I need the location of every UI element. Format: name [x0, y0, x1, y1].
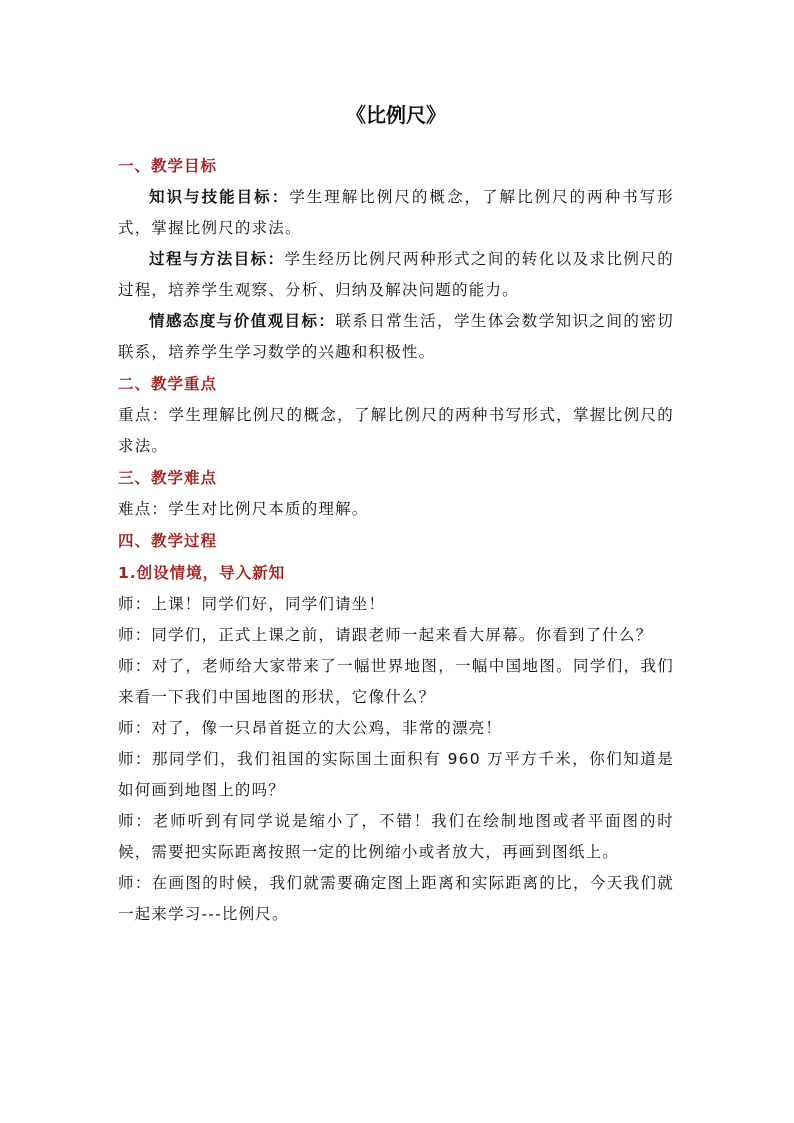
dialogue-line: 师：那同学们，我们祖国的实际国土面积有 960 万平方千米，你们知道是如何画到地图上的吗？	[118, 750, 674, 799]
difficulty-text: 难点：学生对比例尺本质的理解。	[118, 500, 369, 518]
dialogue-line: 师：在画图的时候，我们就需要确定图上距离和实际距离的比，今天我们就一起来学习---比例尺。	[118, 874, 674, 923]
dialogue-line: 师：上课！同学们好，同学们请坐！	[118, 595, 386, 613]
dialogue-line: 师：老师听到有同学说是缩小了，不错！我们在绘制地图或者平面图的时候，需要把实际距离按照一定的比例缩小或者放大，再画到图纸上。	[118, 812, 674, 861]
document-title: 《比例尺》	[346, 103, 446, 127]
objective-label: 知识与技能目标：	[149, 188, 290, 206]
document-page	[118, 100, 674, 930]
section-heading-key-point: 二、教学重点	[118, 375, 218, 393]
objective-text: 学生理解比例尺的概念，了解比例尺的两种书写形式，掌握比例尺的求法。	[118, 188, 674, 237]
subheading-introduction: 1.创设情境，导入新知	[118, 564, 286, 582]
objective-knowledge	[118, 182, 674, 244]
objective-text: 联系日常生活，学生体会数学知识之间的密切联系，培养学生学习数学的兴趣和积极性。	[118, 312, 674, 361]
section-heading-difficulty: 三、教学难点	[118, 469, 218, 487]
objective-text: 学生经历比例尺两种形式之间的转化以及求比例尺的过程，培养学生观察、分析、归纳及解决问题的能力。	[118, 250, 674, 299]
dialogue-line: 师：同学们，正式上课之前，请跟老师一起来看大屏幕。你看到了什么？	[118, 626, 653, 644]
objective-process	[118, 244, 674, 306]
section-heading-process: 四、教学过程	[118, 532, 218, 550]
objective-label: 过程与方法目标：	[149, 250, 285, 268]
objective-label: 情感态度与价值观目标：	[149, 312, 336, 330]
dialogue-line: 师：对了，像一只昂首挺立的大公鸡，非常的漂亮！	[118, 719, 503, 737]
objective-attitude	[118, 306, 674, 368]
section-heading-objectives: 一、教学目标	[118, 157, 218, 175]
key-point-text: 重点：学生理解比例尺的概念，了解比例尺的两种书写形式，掌握比例尺的求法。	[118, 406, 674, 455]
dialogue-line: 师：对了，老师给大家带来了一幅世界地图，一幅中国地图。同学们，我们来看一下我们中国地图的形状，它像什么？	[118, 657, 674, 706]
